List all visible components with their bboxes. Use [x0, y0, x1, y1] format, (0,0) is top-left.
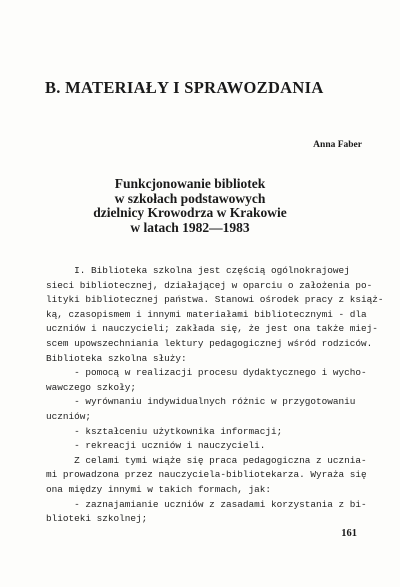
- title-line: w szkołach podstawowych: [114, 190, 266, 206]
- body-line: - rekreacji uczniów i nauczycieli.: [46, 440, 266, 452]
- body-line: lityki bibliotecznej państwa. Stanowi ośrodek pracy z książ-: [46, 294, 384, 306]
- body-line: - zaznajamianie uczniów z zasadami korzystania z bi-: [46, 498, 367, 510]
- body-line: Biblioteka szkolna służy:: [46, 352, 187, 364]
- title-line: dzielnicy Krowodrza w Krakowie: [93, 205, 287, 220]
- body-line: ką, czasopismem i innymi materiałami bibliotecznymi - dla: [46, 308, 367, 320]
- article-body: [46, 264, 384, 527]
- body-line: sieci bibliotecznej, działającej w oparciu o założenia po-: [46, 279, 373, 291]
- body-line: - wyrównaniu indywidualnych różnic w przygotowaniu: [46, 396, 356, 408]
- body-line: - kształceniu użytkownika informacji;: [46, 425, 283, 437]
- page-number: 161: [341, 528, 357, 539]
- title-line: Funkcjonowanie bibliotek: [114, 176, 266, 191]
- section-heading: B. MATERIAŁY I SPRAWOZDANIA: [45, 78, 324, 97]
- article-title: [60, 177, 320, 235]
- body-line: uczniów i nauczycieli; zakłada się, że jest ona także miej-: [46, 323, 378, 335]
- body-line: Z celami tymi wiąże się praca pedagogiczna z ucznia-: [46, 454, 367, 466]
- body-line: wawczego szkoły;: [46, 381, 137, 393]
- body-line: mi prowadzona przez nauczyciela-bibliotekarza. Wyraża się: [46, 469, 367, 481]
- body-line: ona między innymi w takich formach, jak:: [46, 483, 272, 495]
- body-line: - pomocą w realizacji procesu dydaktycznego i wycho-: [46, 367, 367, 379]
- body-line: I. Biblioteka szkolna jest częścią ogólnokrajowej: [46, 265, 350, 276]
- title-line: w latach 1982—1983: [130, 219, 250, 235]
- body-line: uczniów;: [46, 410, 92, 422]
- body-line: scem upowszechniania lektury pedagogicznej wśród rodziców.: [46, 337, 373, 349]
- author-name: Anna Faber: [313, 140, 362, 150]
- body-line: blioteki szkolnej;: [46, 513, 148, 525]
